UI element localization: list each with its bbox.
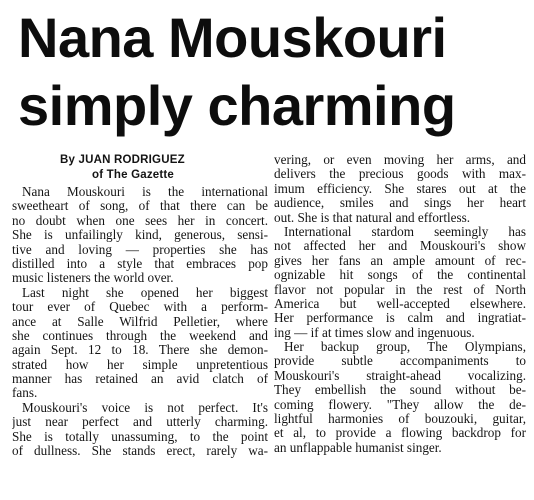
right-column-text (274, 153, 526, 455)
text-line: Nana Mouskouri is the international (22, 185, 268, 199)
text-line: she continues through the weekend and (12, 328, 268, 343)
text-line: strated how her simple unpretentious (12, 357, 268, 372)
text-line: vering, or even moving her arms, and (274, 153, 526, 167)
text-line: imum efficiency. She stares out at the (274, 181, 526, 196)
text-line: Mouskouri's voice is not perfect. It's (22, 400, 268, 415)
text-line: just near perfect and utterly charming. (12, 415, 268, 430)
text-line: not affected her and Mouskouri's show (274, 239, 526, 254)
text-line: They embellish the sound without be- (274, 383, 526, 398)
text-line: of dullness. She stands erect, rarely wa- (12, 444, 268, 459)
text-line: America but well-accepted elsewhere. (274, 296, 526, 311)
article-column-left (12, 153, 268, 458)
text-line: Mouskouri's straight-ahead vocalizing. (274, 368, 526, 383)
text-line: distilled into a style that embraces pop (12, 256, 268, 271)
text-line: audience, smiles and sings her heart (274, 196, 526, 211)
text-line: music listeners the world over. (12, 271, 174, 286)
text-line: She is unfailingly kind, generous, sensi- (12, 228, 268, 243)
text-line: Her performance is calm and ingratiat- (274, 311, 526, 326)
text-line: again Sept. 12 to 18. There she demon- (12, 343, 268, 358)
text-line: tive and loving — properties she has (12, 242, 268, 257)
text-line: She is totally unassuming, to the point (12, 429, 268, 444)
headline-line-1: Nana Mouskouri (18, 6, 447, 69)
text-line: et al, to provide a flowing backdrop for (274, 426, 526, 441)
text-line: manner has retained an avid clatch of (12, 372, 268, 387)
text-line: ing — if at times slow and ingenuous. (274, 325, 475, 340)
headline-line-2: simply charming (18, 74, 456, 137)
text-line: Her backup group, The Olympians, (284, 340, 526, 355)
text-line: lightful harmonies of bouzouki, guitar, (274, 412, 526, 427)
text-line: coming flowery. "They allow the de- (274, 397, 526, 412)
text-line: flavor not popular in the rest of North (274, 282, 526, 297)
text-line: out. She is that natural and effortless. (274, 210, 471, 225)
article-column-right (274, 153, 526, 455)
text-line: provide subtle accompaniments to (274, 354, 526, 369)
text-line: ance at Salle Wilfrid Pelletier, where (12, 314, 268, 329)
byline-author: By JUAN RODRIGUEZ (60, 154, 185, 166)
text-line: Last night she opened her biggest (22, 285, 268, 300)
left-column-text (12, 185, 268, 458)
text-line: an unflappable humanist singer. (274, 440, 442, 455)
text-line: tour ever of Quebec with a perform- (12, 300, 268, 315)
text-line: International stardom seemingly has (284, 224, 526, 239)
text-line: sweetheart of song, of that there can be (12, 199, 268, 214)
text-line: no doubt when one sees her in concert. (12, 213, 268, 228)
text-line: delivers the precious goods with max- (274, 167, 526, 182)
byline-publication: of The Gazette (92, 169, 175, 181)
text-line: ognizable hit songs of the continental (274, 268, 526, 283)
text-line: gives her fans an ample amount of rec- (274, 253, 526, 268)
text-line: fans. (12, 386, 38, 401)
